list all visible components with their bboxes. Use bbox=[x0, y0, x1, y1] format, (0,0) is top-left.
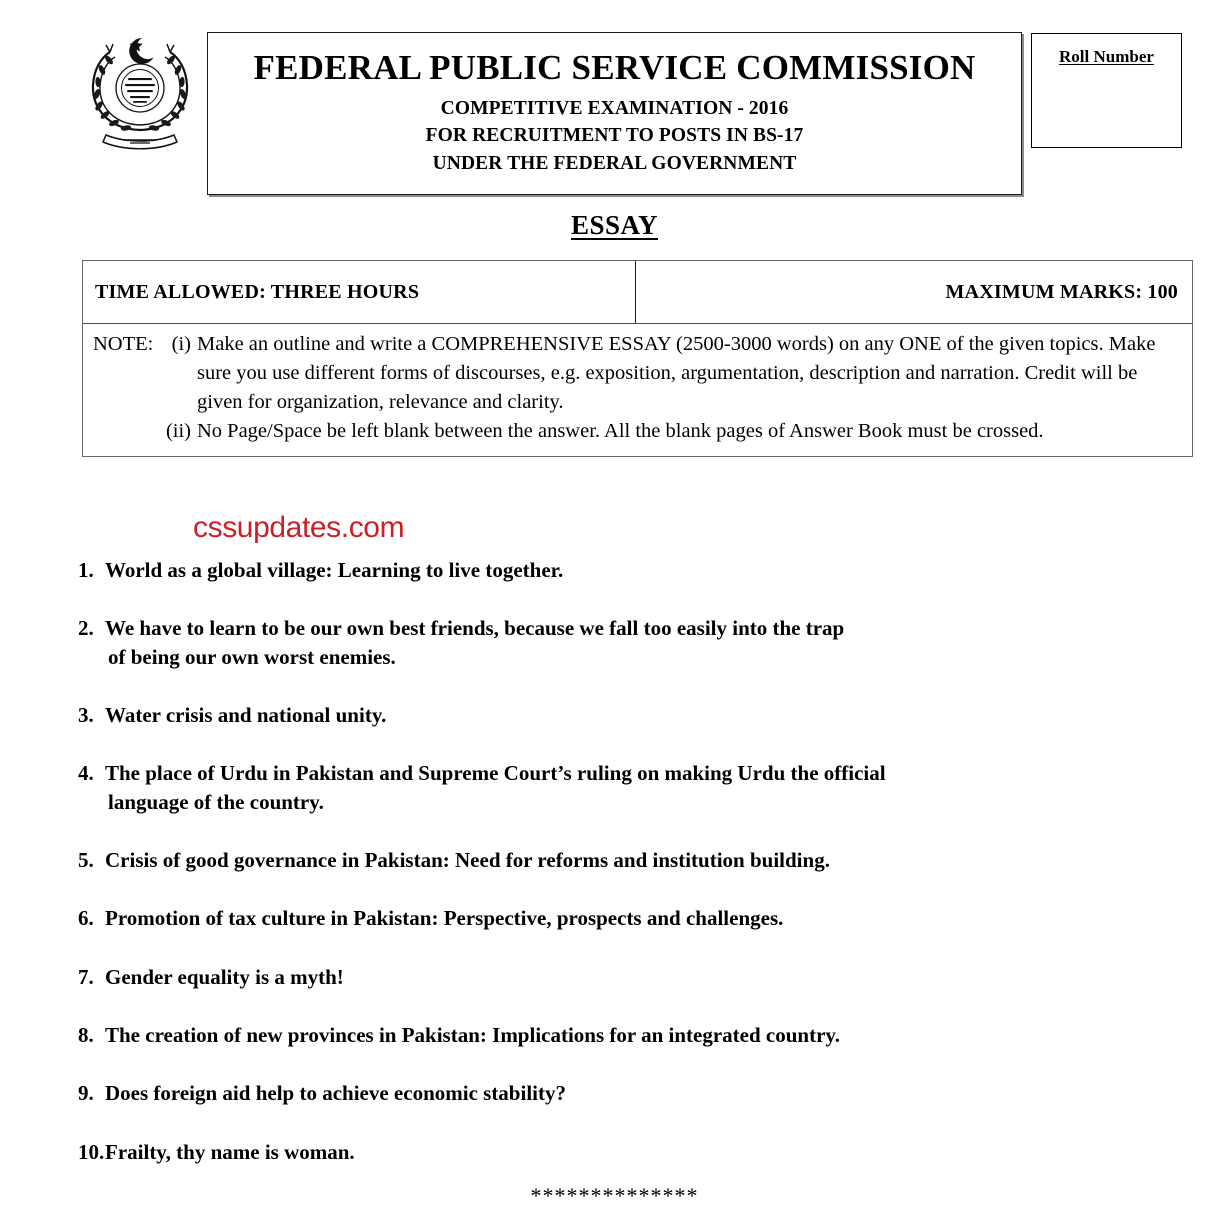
list-item bbox=[0, 556, 1229, 584]
list-item bbox=[0, 963, 1229, 991]
organization-title: FEDERAL PUBLIC SERVICE COMMISSION bbox=[253, 48, 976, 87]
topic-text bbox=[105, 759, 1229, 816]
site-watermark: cssupdates.com bbox=[193, 511, 405, 544]
header-title-box bbox=[207, 32, 1022, 195]
topic-line-1: Promotion of tax culture in Pakistan: Perspective, prospects and challenges. bbox=[105, 906, 784, 931]
list-item bbox=[0, 1138, 1229, 1166]
topic-number: 9. bbox=[78, 1081, 94, 1106]
list-item bbox=[0, 614, 1229, 671]
topic-text bbox=[105, 1138, 1229, 1166]
topic-line-2: language of the country. bbox=[108, 789, 324, 814]
topic-text bbox=[105, 1079, 1229, 1107]
government-line: UNDER THE FEDERAL GOVERNMENT bbox=[432, 153, 797, 175]
topic-number: 7. bbox=[78, 964, 94, 989]
exam-name-line: COMPETITIVE EXAMINATION - 2016 bbox=[440, 97, 789, 119]
note-text-ii: No Page/Space be left blank between the answer. All the blank pages of Answer Book must be crossed. bbox=[197, 420, 1044, 443]
time-allowed-cell: TIME ALLOWED: THREE HOURS bbox=[83, 261, 636, 323]
topic-line-1: The place of Urdu in Pakistan and Supreme Court’s ruling on making Urdu the official bbox=[105, 761, 886, 786]
topic-line-1: Crisis of good governance in Pakistan: Need for reforms and institution building. bbox=[105, 848, 830, 873]
note-marker-i: (i) bbox=[171, 333, 191, 355]
topic-number: 1. bbox=[78, 558, 94, 582]
topic-text bbox=[105, 556, 1229, 584]
note-cell bbox=[83, 324, 1192, 456]
roll-number-label: Roll Number bbox=[1059, 47, 1154, 66]
list-item bbox=[0, 759, 1229, 816]
note-item bbox=[93, 417, 1182, 446]
topic-line-2: of being our own worst enemies. bbox=[108, 644, 396, 669]
footer-asterisks: ************** bbox=[530, 1183, 699, 1208]
topic-text bbox=[105, 701, 1229, 729]
topic-text bbox=[105, 963, 1229, 991]
topic-text bbox=[105, 614, 1229, 671]
recruitment-line: FOR RECRUITMENT TO POSTS IN BS-17 bbox=[425, 125, 804, 147]
fpsc-emblem-icon bbox=[80, 30, 200, 154]
list-item bbox=[0, 701, 1229, 729]
note-item bbox=[93, 330, 1182, 417]
list-item bbox=[0, 1021, 1229, 1049]
exam-info-table bbox=[82, 260, 1193, 457]
topic-line-1: Frailty, thy name is woman. bbox=[105, 1139, 355, 1164]
note-text-i: Make an outline and write a COMPREHENSIVE ESSAY (2500-3000 words) on any ONE of the given topics. Make sure you use different forms of discourses, e.g. exposition, argumentation, description and narration. Credit will be given for organization, relevance and clarity. bbox=[197, 333, 1156, 414]
maximum-marks-cell: MAXIMUM MARKS: 100 bbox=[945, 280, 1178, 303]
list-item bbox=[0, 904, 1229, 932]
topic-line-1: The creation of new provinces in Pakistan: Implications for an integrated country. bbox=[105, 1023, 840, 1048]
topic-text bbox=[105, 846, 1229, 874]
topic-number: 5. bbox=[78, 848, 94, 873]
topic-text bbox=[105, 1021, 1229, 1049]
note-label: NOTE: bbox=[93, 333, 154, 355]
topic-number: 10. bbox=[78, 1139, 105, 1164]
topic-number: 2. bbox=[78, 616, 94, 641]
list-item bbox=[0, 1079, 1229, 1107]
topic-line-1: Gender equality is a myth! bbox=[105, 964, 344, 989]
roll-number-box[interactable] bbox=[1031, 33, 1182, 148]
topic-line-1: Water crisis and national unity. bbox=[105, 703, 387, 728]
page-title: ESSAY bbox=[570, 210, 659, 240]
list-item bbox=[0, 846, 1229, 874]
topic-line-1: We have to learn to be our own best friends, because we fall too easily into the trap bbox=[105, 616, 845, 641]
topic-number: 4. bbox=[78, 761, 94, 786]
topic-number: 6. bbox=[78, 906, 94, 931]
topic-line-1: Does foreign aid help to achieve economic stability? bbox=[105, 1081, 566, 1106]
topic-number: 8. bbox=[78, 1023, 94, 1048]
essay-topics-list bbox=[0, 556, 1229, 1196]
topic-number: 3. bbox=[78, 703, 94, 728]
table-row bbox=[83, 261, 1192, 324]
topic-text bbox=[105, 904, 1229, 932]
topic-line-1: World as a global village: Learning to live together. bbox=[105, 558, 564, 582]
note-marker-ii: (ii) bbox=[165, 420, 191, 443]
